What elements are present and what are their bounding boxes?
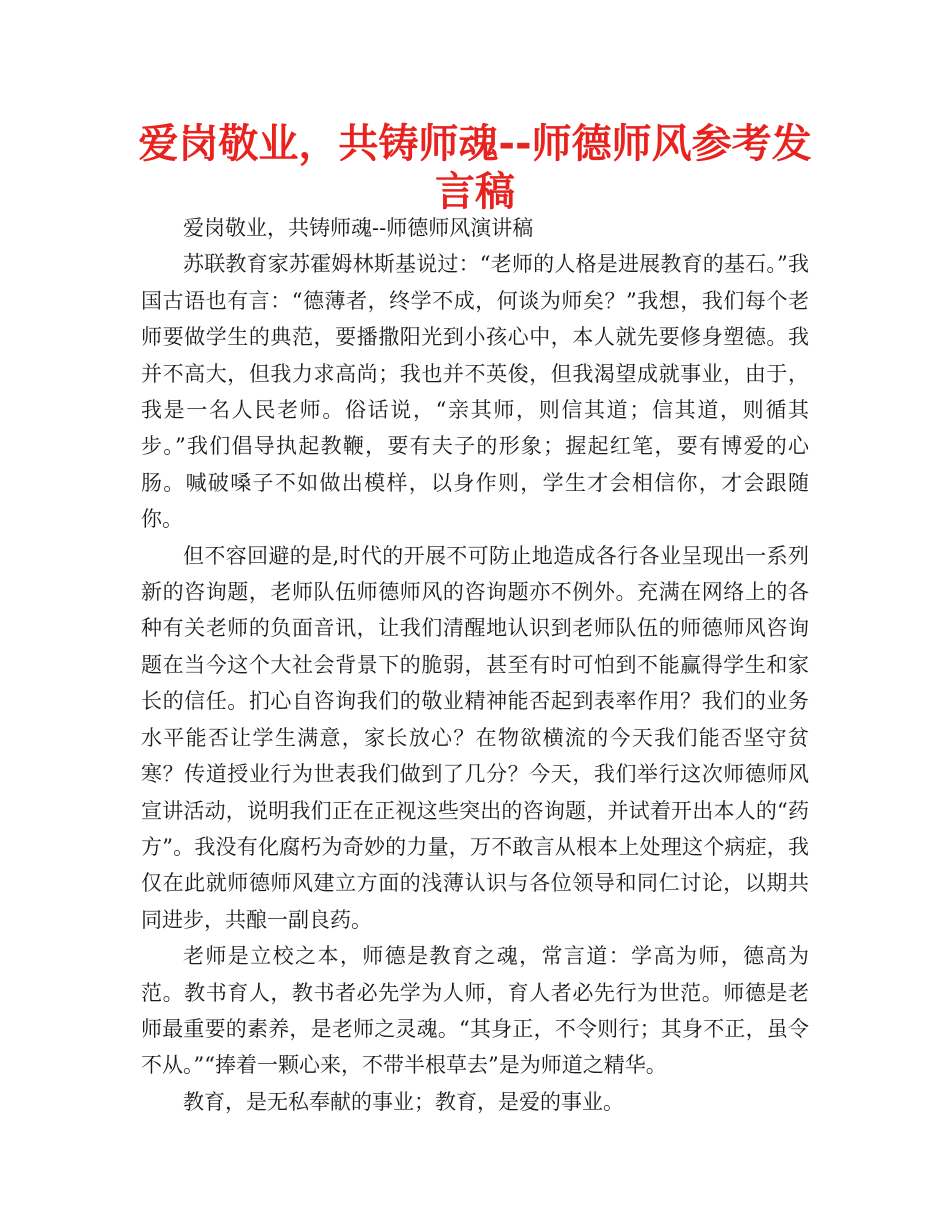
paragraph-1: 苏联教育家苏霍姆林斯基说过：“老师的人格是进展教育的基石。”我国古语也有言：“德薄者，终学不成，何谈为师矣？”我想，我们每个老师要做学生的典范，要播撒阳光到小孩心中，本人就先要修身塑德。我并不高大，但我力求高尚；我也并不英俊，但我渴望成就事业，由于，我是一名人民老师。俗话说，“亲其师，则信其道；信其道，则循其步。”我们倡导执起教鞭，要有夫子的形象；握起红笔，要有博爱的心肠。喊破嗓子不如做出模样，以身作则，学生才会相信你，才会跟随你。 (141, 252, 809, 532)
paragraph-4: 教育，是无私奉献的事业；教育，是爱的事业。 (183, 1089, 624, 1114)
document-title: 爱岗敬业，共铸师魂--师德师风参考发言稿 (138, 121, 812, 215)
document-subtitle: 爱岗敬业，共铸师魂--师德师风演讲稿 (183, 216, 534, 240)
paragraph-2: 但不容回避的是,时代的开展不可防止地造成各行各业呈现出一系列新的咨询题，老师队伍师德师风的咨询题亦不例外。充满在网络上的各种有关老师的负面音讯，让我们清醒地认识到老师队伍的师德师风咨询题在当今这个大社会背景下的脆弱，甚至有时可怕到不能赢得学生和家长的信任。扪心自咨询我们的敬业精神能否起到表率作用？我们的业务水平能否让学生满意，家长放心？在物欲横流的今天我们能否坚守贫寒？传道授业行为世表我们做到了几分？今天，我们举行这次师德师风宣讲活动，说明我们正在正视这些突出的咨询题，并试着开出本人的“药方”。我没有化腐朽为奇妙的力量，万不敢言从根本上处理这个病症，我仅在此就师德师风建立方面的浅薄认识与各位领导和同仁讨论，以期共同进步，共酿一副良药。 (141, 543, 809, 932)
document-body (141, 210, 809, 1120)
paragraph-3: 老师是立校之本，师德是教育之魂，常言道：学高为师，德高为范。教书育人，教书者必先学为人师，育人者必先行为世范。师德是老师最重要的素养，是老师之灵魂。“其身正，不令则行；其身不正，虽令不从。”“捧着一颗心来，不带半根草去”是为师道之精华。 (141, 944, 809, 1078)
